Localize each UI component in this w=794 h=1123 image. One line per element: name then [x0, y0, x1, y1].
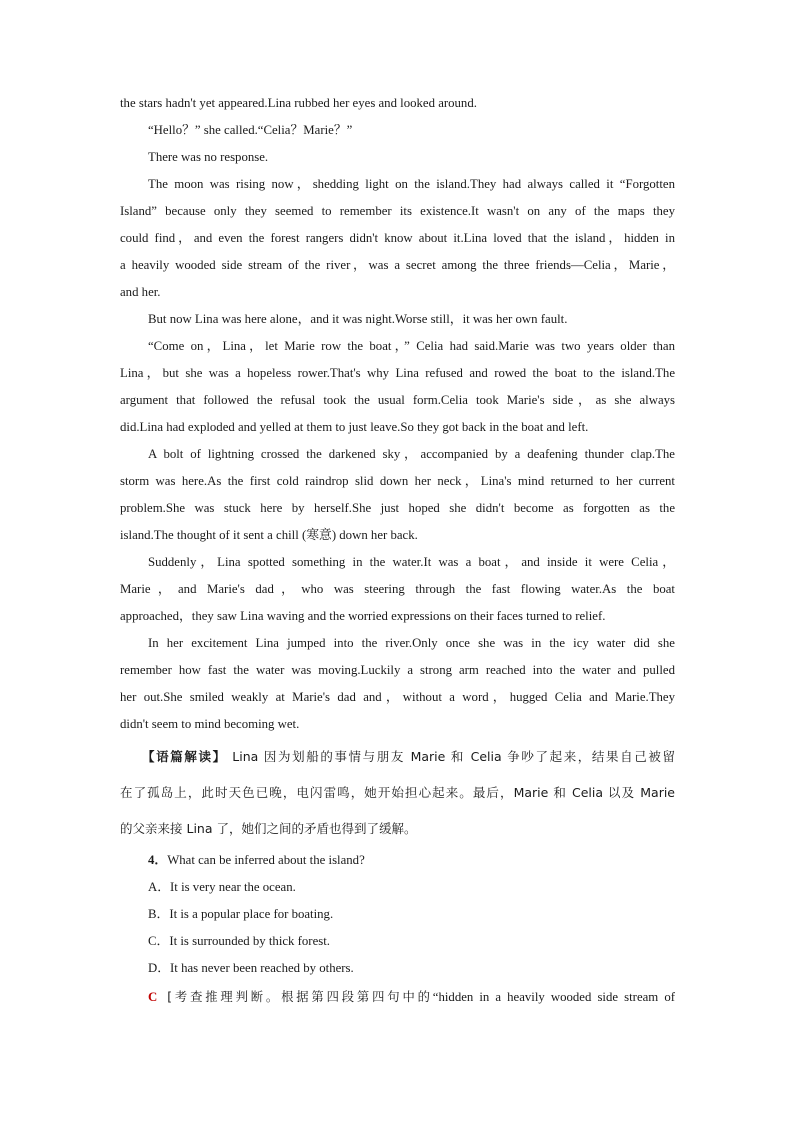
analysis-line-3: 的父亲来接 Lina 了，她们之间的矛盾也得到了缓解。 [120, 821, 417, 836]
document-page [120, 90, 675, 1012]
story-line: island.The thought of it sent a chill (寒意) down her back. [120, 528, 418, 542]
story-line: In her excitement Lina jumped into the river.Only once she was in the icy water did she [148, 636, 675, 650]
story-line: didn't seem to mind becoming wet. [120, 717, 300, 731]
option-d [120, 955, 675, 982]
option-key: B． [148, 907, 170, 921]
question-options [120, 874, 675, 982]
option-b [120, 901, 675, 928]
option-text: It is a popular place for boating. [169, 907, 334, 921]
question-number: 4． [148, 853, 168, 867]
option-key: C． [148, 934, 170, 948]
story-line: the stars hadn't yet appeared.Lina rubbed her eyes and looked around. [120, 96, 477, 110]
story-line: argument that followed the refusal took the usual form.Celia took Marie's side，as she always [120, 393, 675, 407]
passage-analysis [120, 739, 675, 847]
option-key: A． [148, 880, 171, 894]
story-line: approached，they saw Lina waving and the worried expressions on their faces turned to relief. [120, 609, 606, 623]
story-line: Lina，but she was a hopeless rower.That's why Lina refused and rowed the boat to the island.The [120, 366, 675, 380]
story-line: There was no response. [148, 150, 269, 164]
story-line: did.Lina had exploded and yelled at them to just leave.So they got back in the boat and left. [120, 420, 589, 434]
analysis-line-1 [120, 739, 675, 775]
question-stem [120, 847, 675, 874]
answer-text-en: “hidden in a heavily wooded side stream of [432, 990, 675, 1004]
story-line: problem.She was stuck here by herself.She just hoped she didn't become as forgotten as the [120, 501, 675, 515]
answer-text-cn: [考查推理判断。根据第四段第四句中的 [167, 990, 433, 1004]
story-line: storm was here.As the first cold raindrop slid down her neck，Lina's mind returned to her current [120, 474, 675, 488]
analysis-line-2: 在了孤岛上，此时天色已晚，电闪雷鸣，她开始担心起来。最后，Marie 和 Celia 以及 Marie [120, 785, 675, 800]
option-a [120, 874, 675, 901]
story-line: a heavily wooded side stream of the river，was a secret among the three friends—Celia，Marie， [120, 258, 675, 272]
option-text: It is surrounded by thick forest. [169, 934, 330, 948]
question-text: What can be inferred about the island? [167, 853, 365, 867]
story-line: remember how fast the water was moving.Luckily a strong arm reached into the water and pulled [120, 663, 675, 677]
story-line: But now Lina was here alone，and it was night.Worse still，it was her own fault. [148, 312, 568, 326]
story-line: A bolt of lightning crossed the darkened sky，accompanied by a deafening thunder clap.The [148, 447, 675, 461]
option-text: It has never been reached by others. [170, 961, 354, 975]
option-c [120, 928, 675, 955]
story-line: The moon was rising now，shedding light on the island.They had always called it “Forgotten [148, 177, 675, 191]
story-line: “Hello？” she called.“Celia？Marie？” [148, 123, 353, 137]
story-line: Marie，and Marie's dad，who was steering through the fast flowing water.As the boat [120, 582, 675, 596]
story-text [120, 90, 675, 738]
analysis-text-1: Lina 因为划船的事情与朋友 Marie 和 Celia 争吵了起来，结果自己被留 [232, 749, 675, 764]
story-line: “Come on，Lina，let Marie row the boat，” Celia had said.Marie was two years older than [148, 339, 675, 353]
analysis-tag: 【语篇解读】 [142, 749, 227, 764]
story-line: could find，and even the forest rangers didn't know about it.Lina loved that the island，hidden in [120, 231, 675, 245]
answer-explanation [120, 982, 675, 1012]
story-line: and her. [120, 285, 161, 299]
option-key: D． [148, 961, 171, 975]
story-line: her out.She smiled weakly at Marie's dad and，without a word，hugged Celia and Marie.They [120, 690, 675, 704]
story-line: Suddenly，Lina spotted something in the water.It was a boat，and inside it were Celia， [148, 555, 675, 569]
answer-key: C [148, 990, 158, 1004]
option-text: It is very near the ocean. [170, 880, 296, 894]
story-line: Island” because only they seemed to remember its existence.It wasn't on any of the maps they [120, 204, 675, 218]
